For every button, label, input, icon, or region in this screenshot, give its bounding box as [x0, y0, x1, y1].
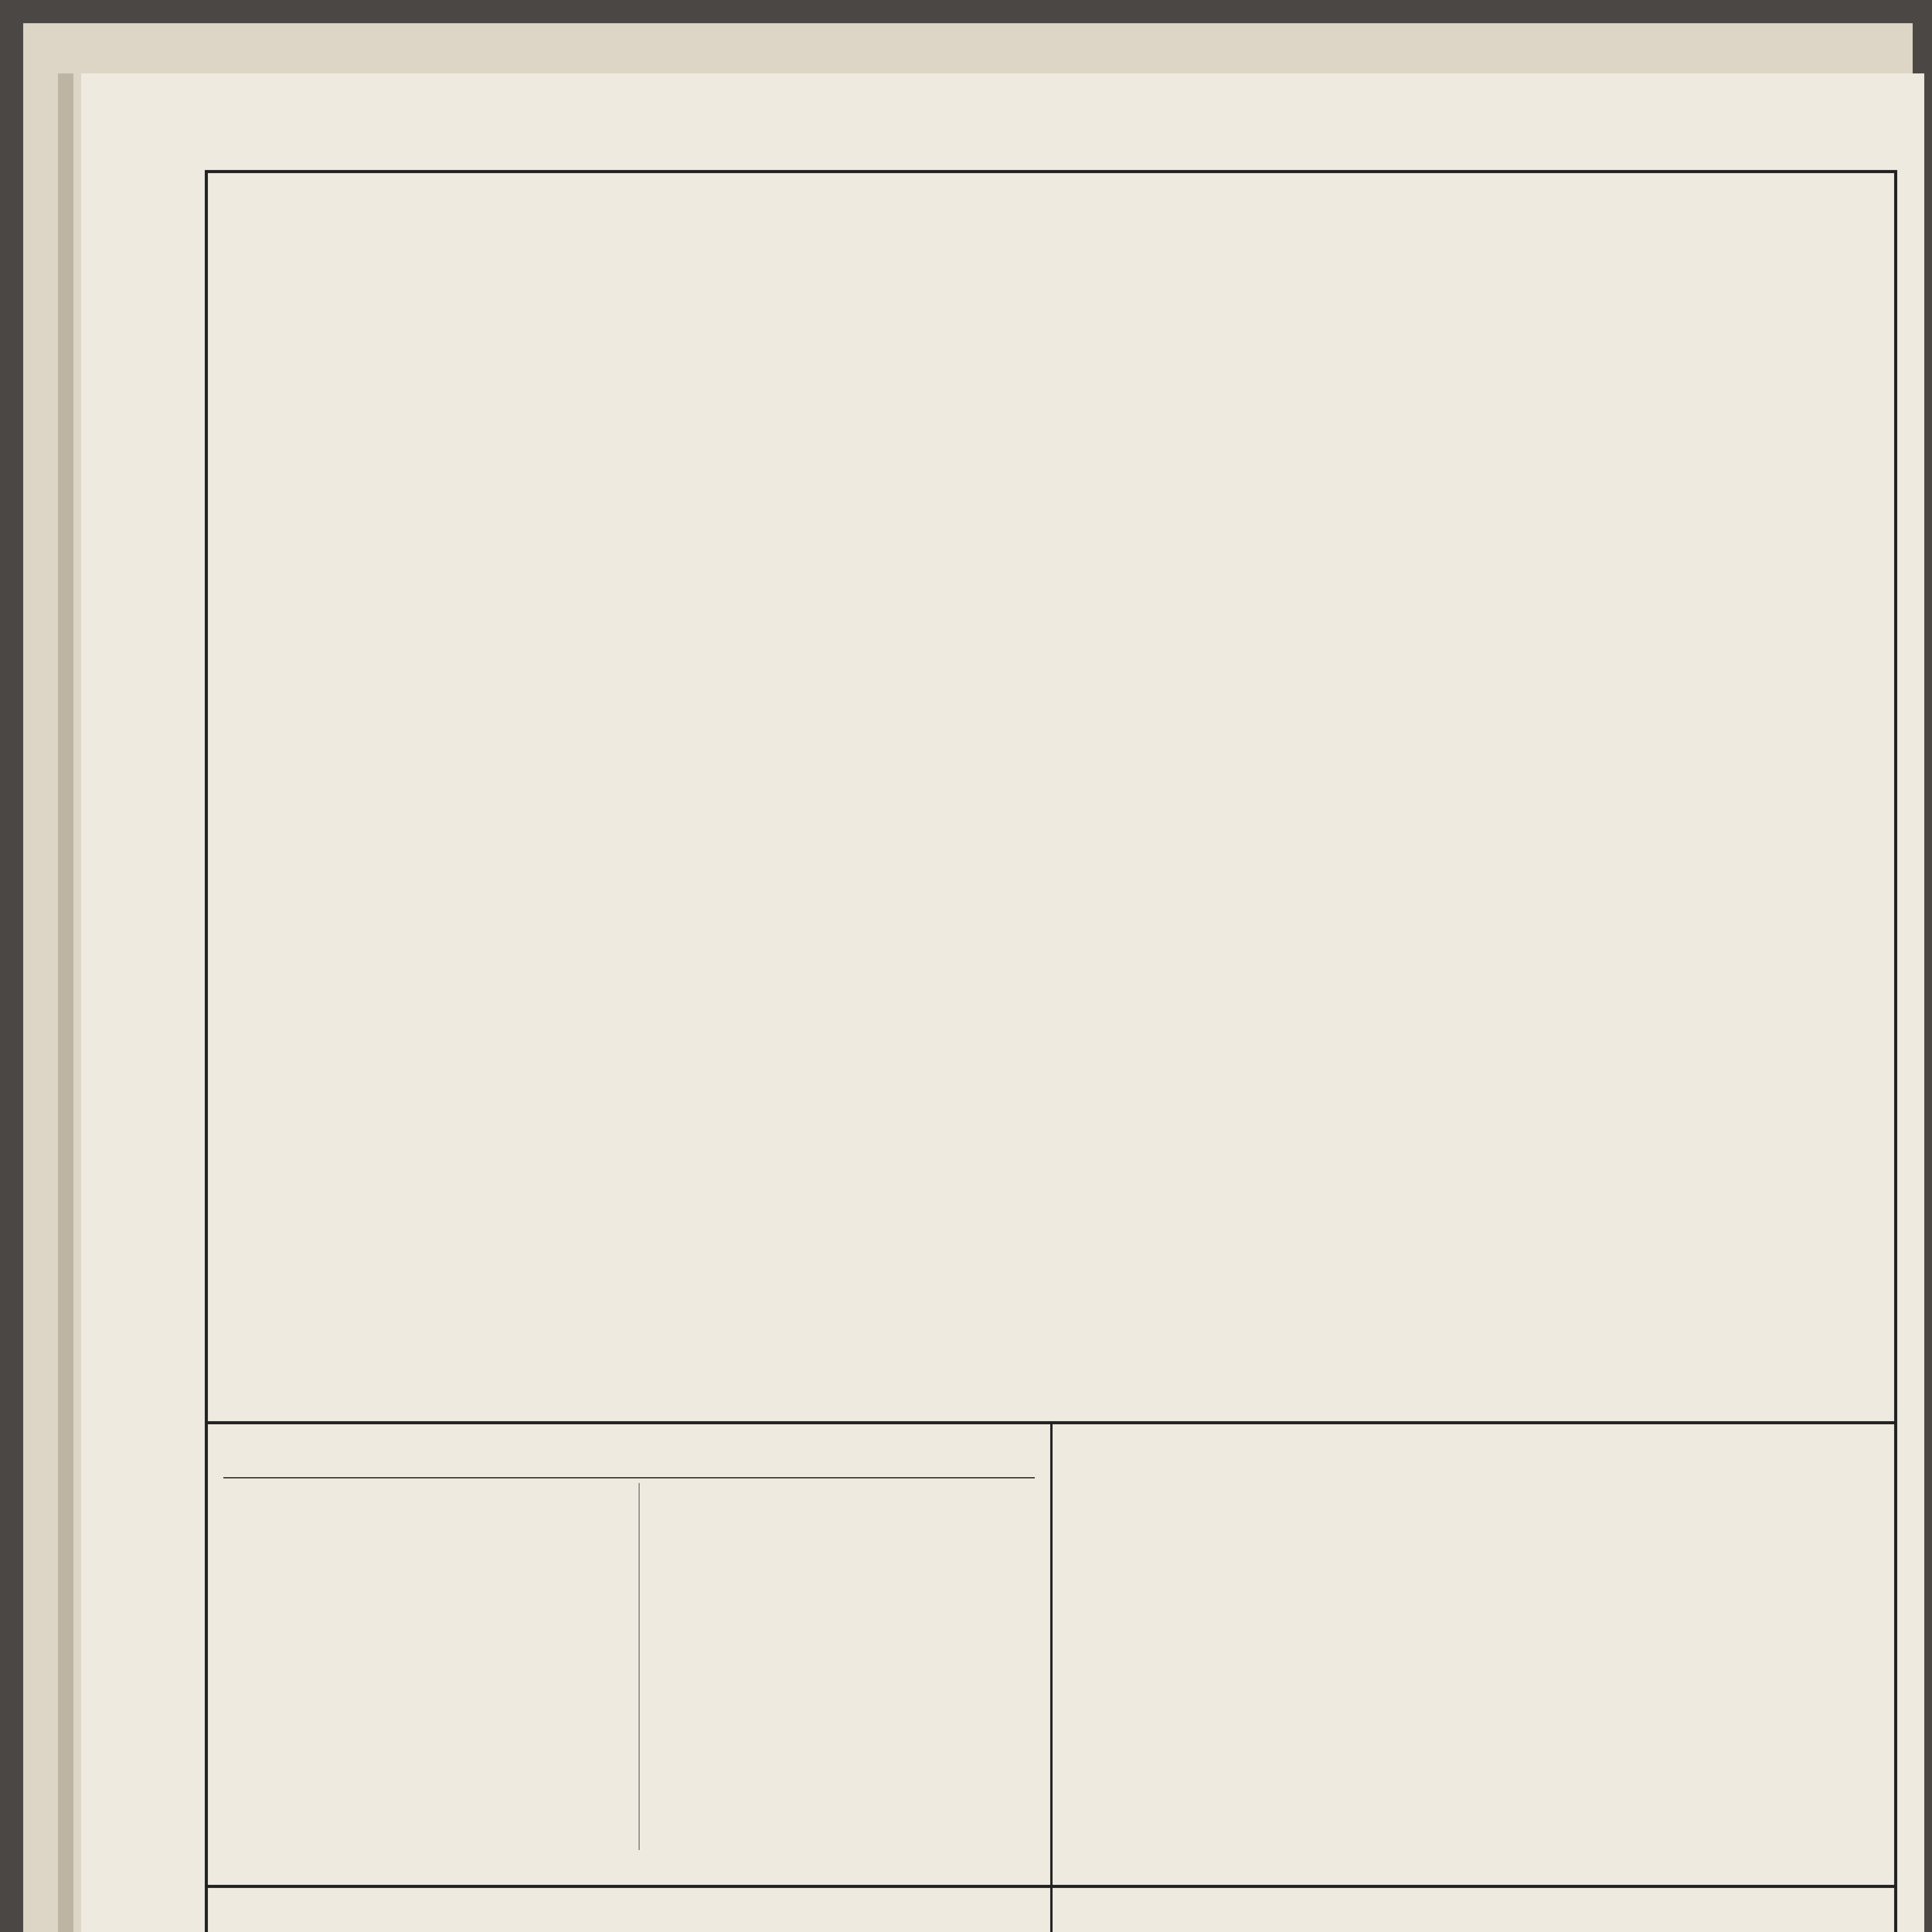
changes-divider [1050, 1885, 1053, 1932]
obligations-tables [208, 173, 1894, 1421]
page-edge [58, 73, 73, 1932]
main-frame [205, 170, 1897, 1932]
rachetees-rule [223, 1477, 1035, 1478]
middle-divider [1050, 1421, 1053, 1885]
